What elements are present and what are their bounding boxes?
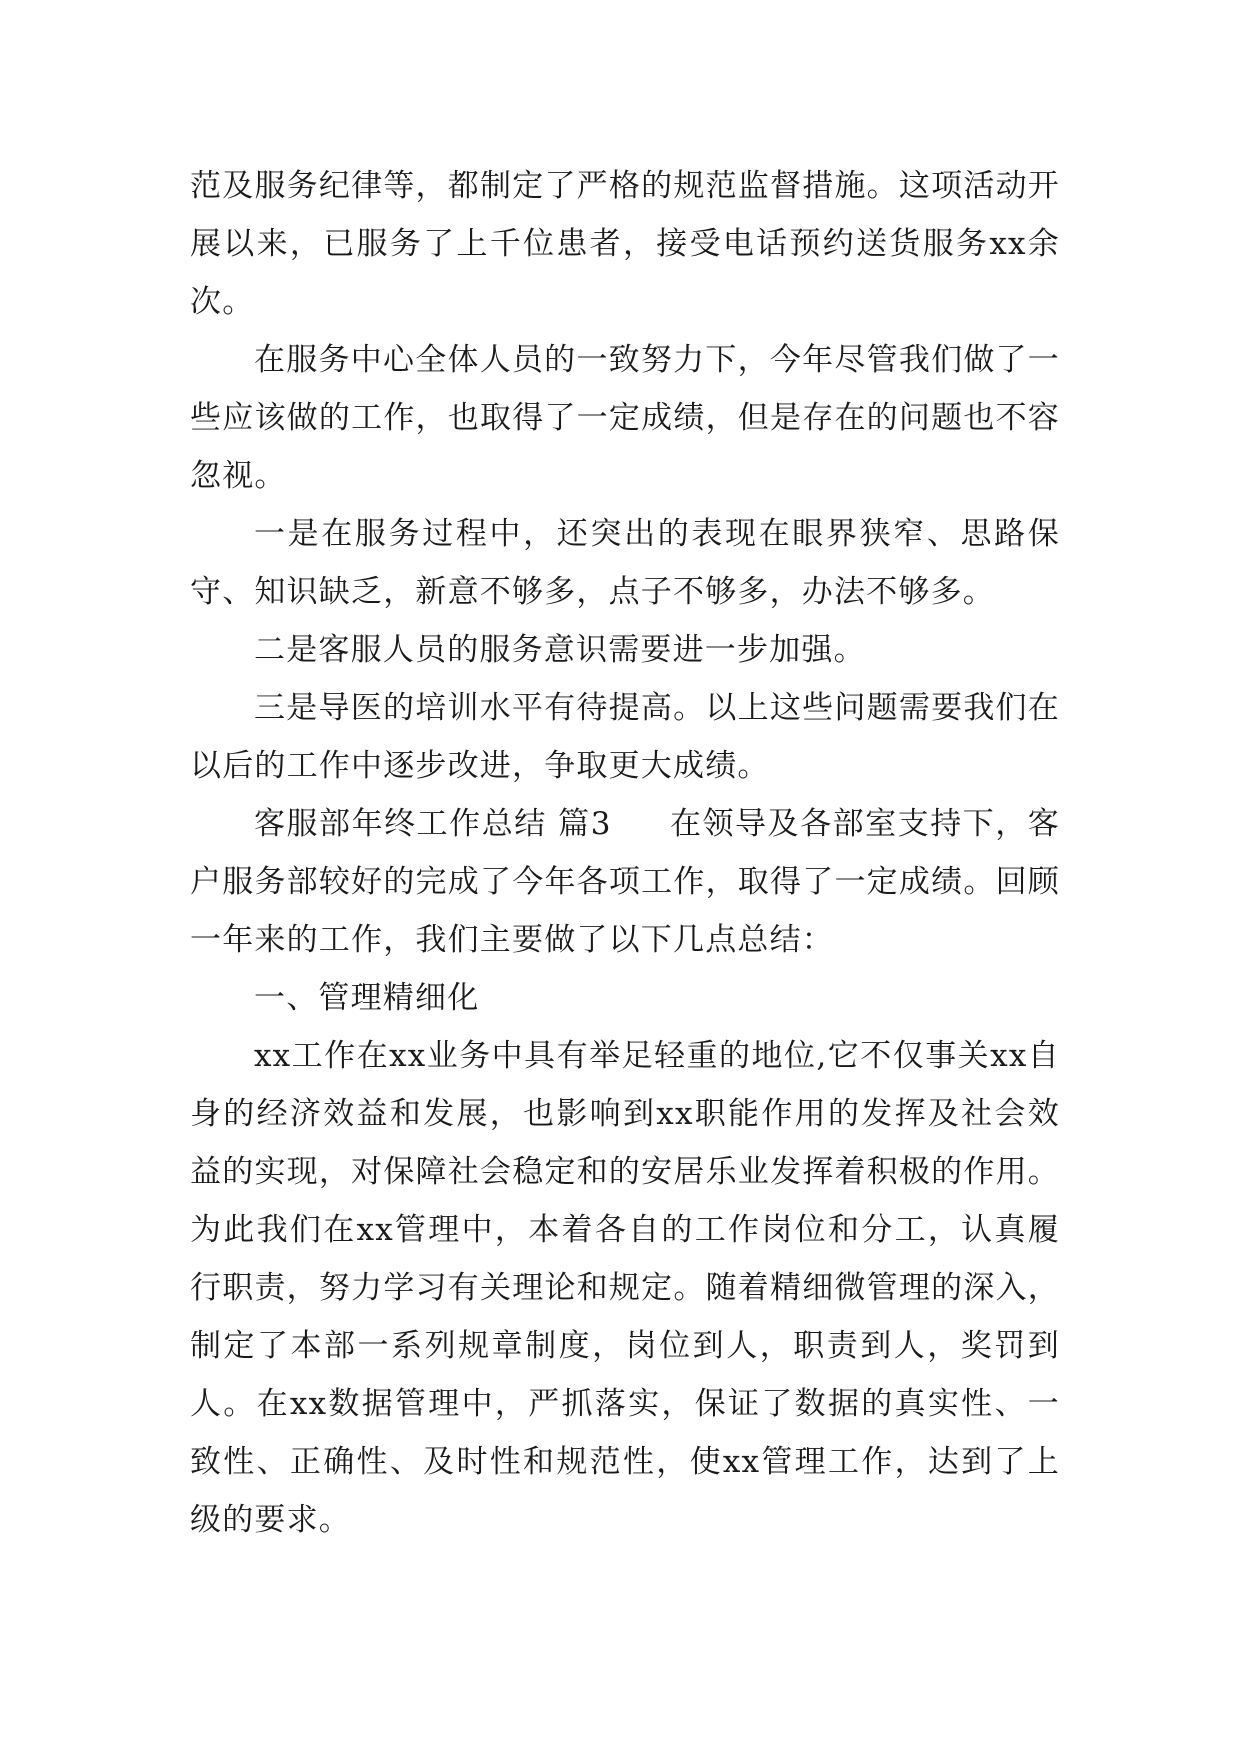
paragraph-1: 范及服务纪律等，都制定了严格的规范监督措施。这项活动开展以来，已服务了上千位患者，接受电话预约送货服务xx余次。 bbox=[190, 168, 1060, 320]
paragraph-2: 在服务中心全体人员的一致努力下，今年尽管我们做了一些应该做的工作，也取得了一定成绩，但是存在的问题也不容忽视。 bbox=[190, 342, 1060, 494]
document-body bbox=[190, 157, 1060, 1549]
subheading: 一、管理精细化 bbox=[254, 980, 480, 1016]
section-paragraph bbox=[190, 795, 1060, 969]
paragraph-5: 三是导医的培训水平有待提高。以上这些问题需要我们在以后的工作中逐步改进，争取更大成绩。 bbox=[190, 690, 1060, 784]
paragraph-4: 二是客服人员的服务意识需要进一步加强。 bbox=[254, 632, 866, 668]
section-heading: 客服部年终工作总结 篇3 bbox=[254, 806, 612, 842]
paragraph-3: 一是在服务过程中，还突出的表现在眼界狭窄、思路保守、知识缺乏，新意不够多，点子不够多，办法不够多。 bbox=[190, 516, 1060, 610]
section-intro: 在领导及各部室支持下，客户服务部较好的完成了今年各项工作，取得了一定成绩。回顾一年来的工作，我们主要做了以下几点总结： bbox=[190, 806, 1060, 958]
body-paragraph: xx工作在xx业务中具有举足轻重的地位,它不仅事关xx自身的经济效益和发展，也影响到xx职能作用的发挥及社会效益的实现，对保障社会稳定和的安居乐业发挥着积极的作用。为此我们在xx管理中，本着各自的工作岗位和分工，认真履行职责，努力学习有关理论和规定。随着精细微管理的深入，制定了本部一系列规章制度，岗位到人，职责到人，奖罚到人。在xx数据管理中，严抓落实，保证了数据的真实性、一致性、正确性、及时性和规范性，使xx管理工作，达到了上级的要求。 bbox=[190, 1038, 1060, 1538]
